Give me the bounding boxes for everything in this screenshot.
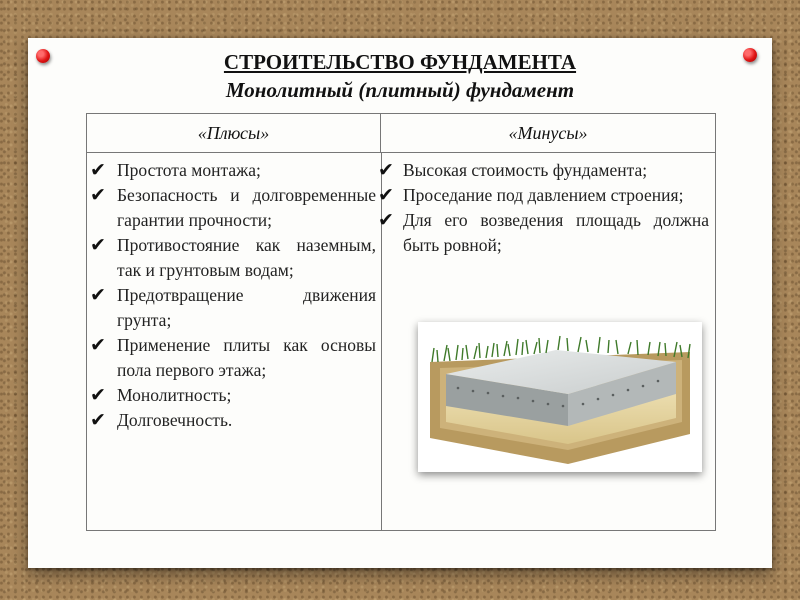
checkmark-icon: ✔ bbox=[90, 384, 106, 406]
checkmark-icon: ✔ bbox=[90, 159, 106, 181]
cons-list bbox=[378, 158, 709, 258]
slab-drawing bbox=[418, 322, 702, 472]
cons-item: ✔ Для его возведения площадь должна быть ровной; bbox=[378, 209, 709, 255]
checkmark-icon: ✔ bbox=[378, 209, 394, 231]
pros-item: ✔ Долговечность. bbox=[90, 409, 233, 431]
header-divider bbox=[87, 152, 715, 153]
checkmark-icon: ✔ bbox=[90, 184, 106, 206]
pros-item: ✔ Простота монтажа; bbox=[90, 159, 261, 181]
page-subtitle: Монолитный (плитный) фундамент bbox=[225, 78, 575, 102]
checkmark-icon: ✔ bbox=[90, 409, 106, 431]
checkmark-icon: ✔ bbox=[378, 159, 394, 181]
pros-item: ✔ Монолитность; bbox=[90, 384, 232, 406]
cons-item: ✔ Проседание под давлением строения; bbox=[378, 184, 684, 206]
checkmark-icon: ✔ bbox=[378, 184, 394, 206]
cons-header: «Минусы» bbox=[508, 123, 588, 143]
pros-item: ✔ Применение плиты как основы пола первого этажа; bbox=[90, 334, 376, 380]
cons-item: ✔ Высокая стоимость фундамента; bbox=[378, 159, 648, 181]
checkmark-icon: ✔ bbox=[90, 334, 106, 356]
pros-header: «Плюсы» bbox=[87, 114, 381, 152]
pros-item: ✔ Предотвращение движения грунта; bbox=[90, 284, 376, 330]
foundation-slab-illustration bbox=[418, 322, 702, 472]
checkmark-icon: ✔ bbox=[90, 284, 106, 306]
pros-item: ✔ Безопасность и долговременные гарантии прочности; bbox=[90, 184, 376, 230]
page-title: СТРОИТЕЛЬСТВО ФУНДАМЕНТА bbox=[223, 50, 577, 74]
pros-item: ✔ Противостояние как наземным, так и грунтовым водам; bbox=[90, 234, 376, 280]
checkmark-icon: ✔ bbox=[90, 234, 106, 256]
pros-list bbox=[87, 158, 376, 433]
